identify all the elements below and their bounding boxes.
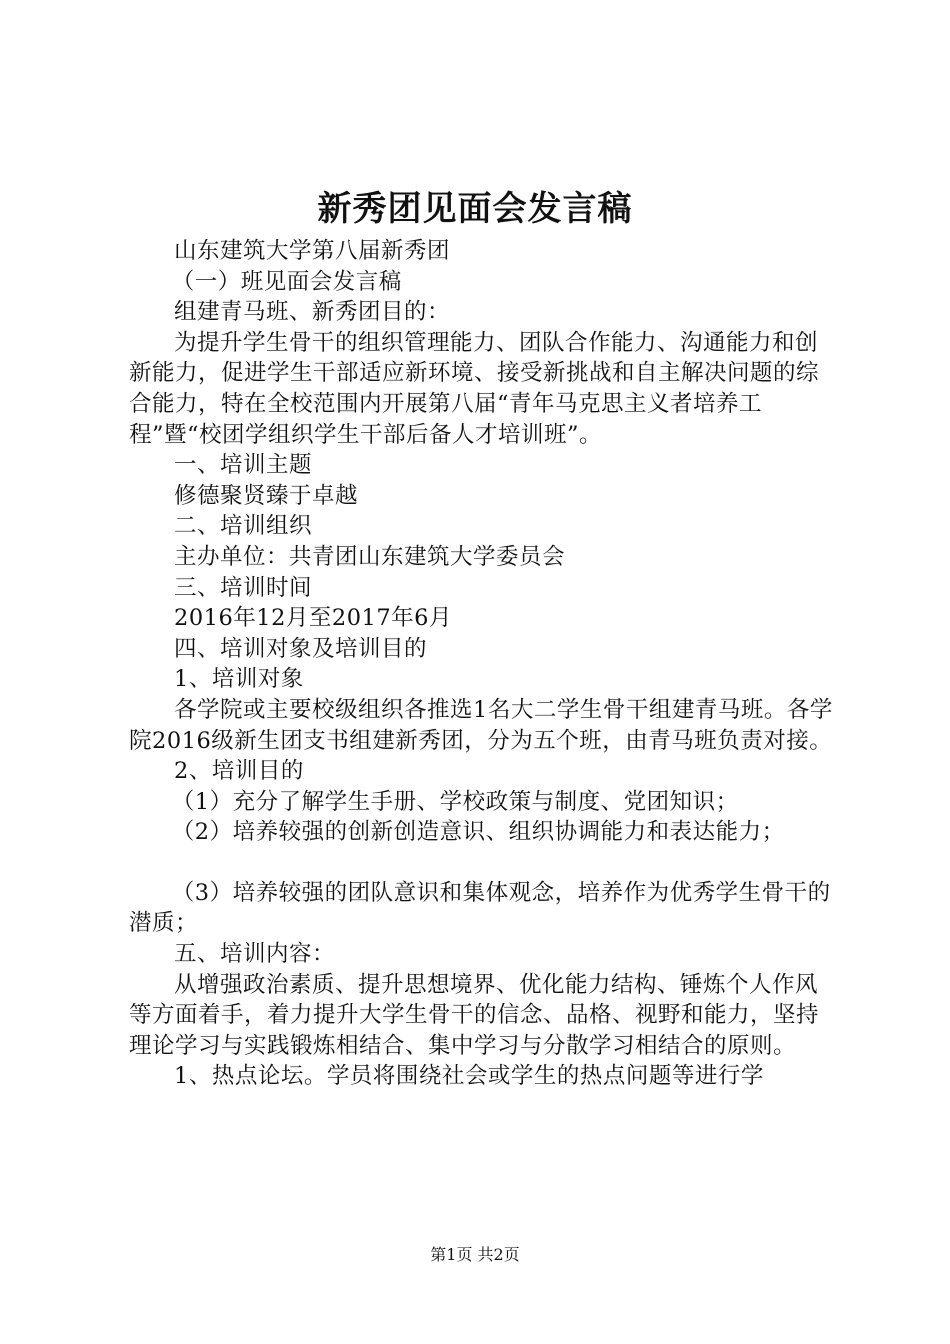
list-item: （3）培养较强的团队意识和集体观念，培养作为优秀学生骨干的潜质；: [129, 879, 831, 937]
paragraph: 2016年12月至2017年6月: [174, 605, 452, 632]
list-item: （1）充分了解学生手册、学校政策与制度、党团知识；: [171, 788, 739, 815]
paragraph: 山东建筑大学第八届新秀团: [174, 238, 451, 264]
paragraph: 修德聚贤臻于卓越: [174, 482, 359, 509]
paragraph: 为提升学生骨干的组织管理能力、团队合作能力、沟通能力和创新能力，促进学生干部适应新环境、接受新挑战和自主解决问题的综合能力，特在全校范围内开展第八届“青年马克思主义者培养工程”暨“校团学组织学生干部后备人才培训班”。: [129, 329, 820, 448]
section-heading: 三、培训时间: [174, 574, 313, 601]
section-heading: 四、培训对象及培训目的: [174, 635, 428, 662]
paragraph: 各学院或主要校级组织各推选1名大二学生骨干组建青马班。各学院2016级新生团支书组建新秀团，分为五个班，由青马班负责对接。: [129, 696, 833, 754]
document-body: [129, 236, 835, 1092]
document-title: 新秀团见面会发言稿: [317, 189, 633, 229]
section-heading: 二、培训组织: [174, 513, 313, 540]
paragraph: 从增强政治素质、提升思想境界、优化能力结构、锤炼个人作风等方面着手，着力提升大学生骨干的信念、品格、视野和能力，坚持理论学习与实践锻炼相结合、集中学习与分散学习相结合的原则。: [129, 971, 820, 1059]
section-heading: 一、培训主题: [174, 452, 313, 479]
paragraph: 主办单位：共青团山东建筑大学委员会: [174, 543, 566, 570]
list-item: （2）培养较强的创新创造意识、组织协调能力和表达能力；: [171, 819, 785, 846]
section-heading: 五、培训内容：: [174, 941, 336, 968]
paragraph: （一）班见面会发言稿: [171, 268, 402, 295]
subsection-heading: 2、培训目的: [174, 758, 304, 785]
page-indicator: 第1页 共2页: [430, 1245, 520, 1264]
subsection-heading: 1、培训对象: [174, 666, 304, 693]
paragraph: 组建青马班、新秀团目的：: [174, 299, 451, 326]
paragraph: 1、热点论坛。学员将围绕社会或学生的热点问题等进行学: [174, 1063, 764, 1090]
